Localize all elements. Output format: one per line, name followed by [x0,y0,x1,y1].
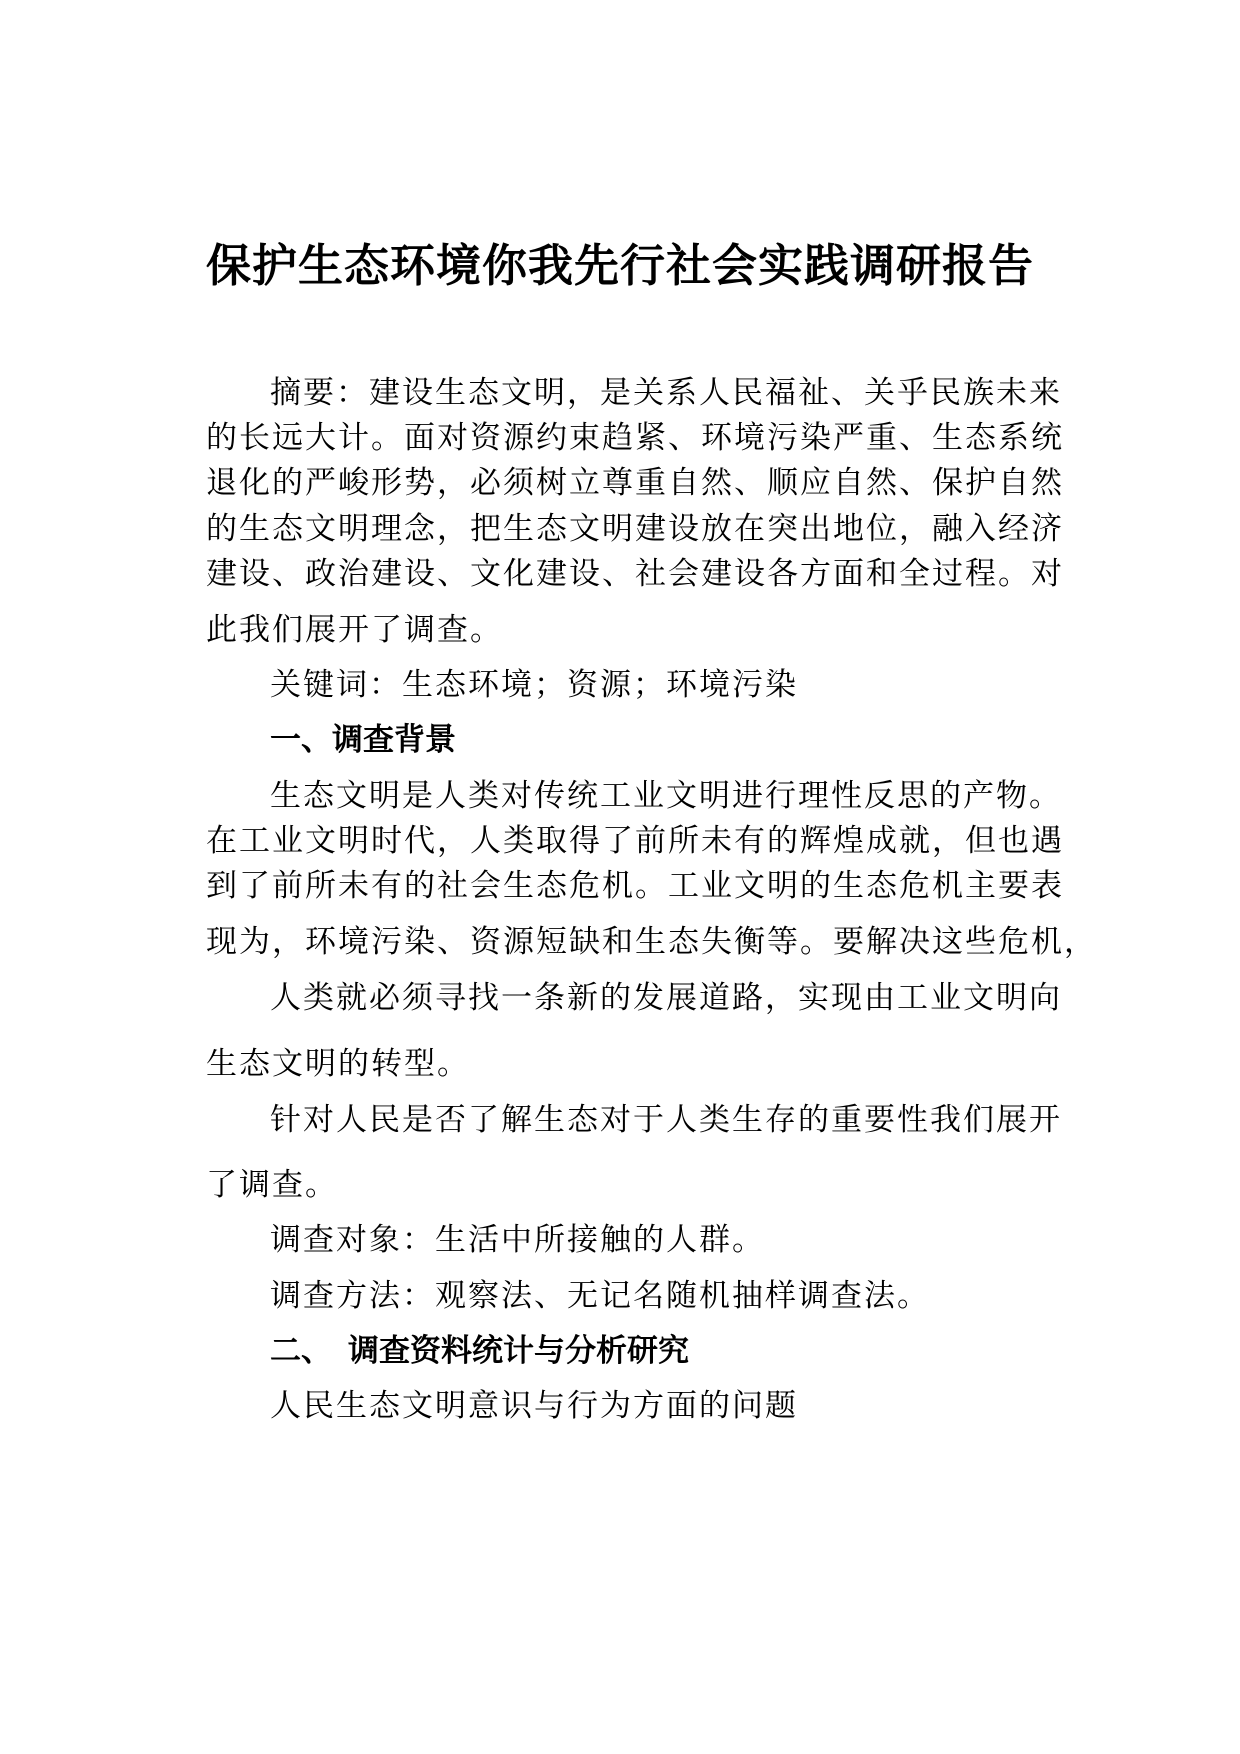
body-line: 在工业文明时代，人类取得了前所未有的辉煌成就，但也遇 [206,823,1064,859]
abstract-line: 摘要：建设生态文明，是关系人民福祉、关乎民族未来 [270,375,1062,411]
section-heading: 一、调查背景 [270,722,456,758]
abstract-line: 建设、政治建设、文化建设、社会建设各方面和全过程。对 [206,556,1064,592]
abstract-line: 的生态文明理念，把生态文明建设放在突出地位，融入经济 [206,511,1064,547]
body-line: 调查方法：观察法、无记名随机抽样调查法。 [270,1278,930,1314]
body-line: 人类就必须寻找一条新的发展道路，实现由工业文明向 [270,980,1062,1016]
body-line: 生态文明的转型。 [206,1046,470,1082]
body-line: 了调查。 [206,1167,338,1203]
body-line: 针对人民是否了解生态对于人类生存的重要性我们展开 [270,1102,1062,1138]
section-heading [270,1331,689,1371]
abstract-line: 此我们展开了调查。 [206,612,503,648]
abstract-line: 的长远大计。面对资源约束趋紧、环境污染严重、生态系统 [206,420,1064,456]
body-line: 现为，环境污染、资源短缺和生态失衡等。要解决这些危机， [206,924,1097,960]
keywords: 关键词：生态环境；资源；环境污染 [270,667,798,703]
body-line: 人民生态文明意识与行为方面的问题 [270,1388,798,1424]
section-number: 二、 [270,1333,332,1369]
section-heading-text: 调查资料统计与分析研究 [348,1333,689,1369]
abstract-line: 退化的严峻形势，必须树立尊重自然、顺应自然、保护自然 [206,465,1064,501]
body-line: 生态文明是人类对传统工业文明进行理性反思的产物。 [270,778,1062,814]
body-line: 到了前所未有的社会生态危机。工业文明的生态危机主要表 [206,868,1064,904]
body-line: 调查对象：生活中所接触的人群。 [270,1222,765,1258]
document-title: 保护生态环境你我先行社会实践调研报告 [205,239,1034,292]
